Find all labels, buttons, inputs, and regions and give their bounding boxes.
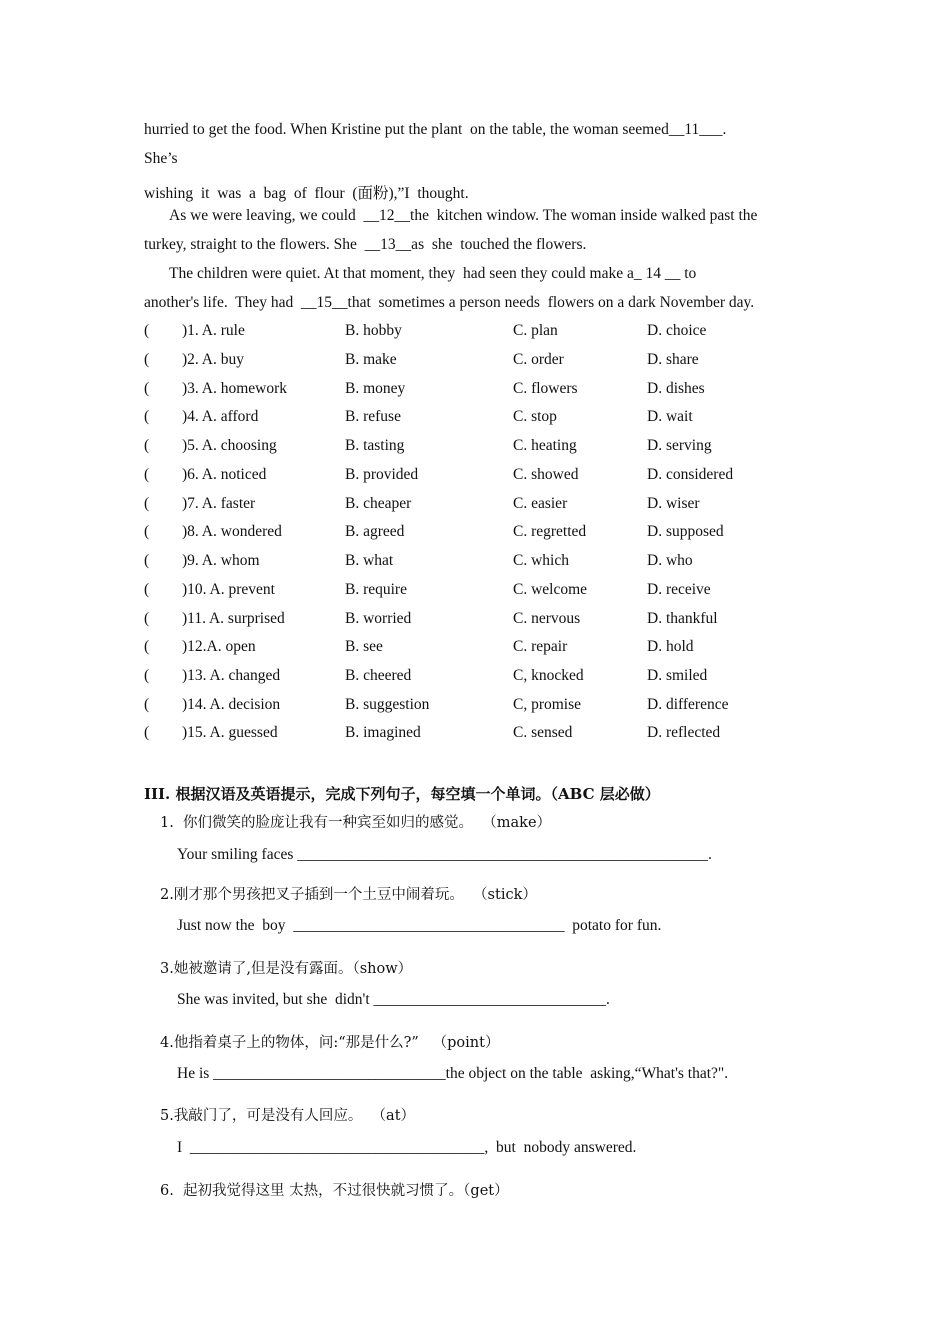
- passage-line-4: As we were leaving, we could __12__the kitchen window. The woman inside walked past the: [169, 207, 758, 224]
- option-b: B. see: [345, 638, 383, 655]
- choice-row-7: [144, 495, 844, 515]
- answer-paren[interactable]: (: [144, 638, 150, 655]
- option-b: B. tasting: [345, 437, 405, 454]
- option-d: D. difference: [647, 696, 729, 713]
- choice-row-12: [144, 638, 844, 658]
- option-d: D. who: [647, 552, 693, 569]
- option-c: C. easier: [513, 495, 568, 512]
- prompt-3-answer[interactable]: She was invited, but she didn't ______________________________.: [177, 991, 610, 1008]
- option-c: C. welcome: [513, 581, 588, 598]
- prompt-4-chinese: 4.他指着桌子上的物体，问:“那是什么?” （point）: [160, 1035, 500, 1051]
- answer-paren[interactable]: (: [144, 466, 150, 483]
- prompt-6-chinese: 6. 起初我觉得这里 太热，不过很快就习惯了。（get）: [160, 1183, 509, 1199]
- answer-paren[interactable]: (: [144, 696, 150, 713]
- option-c: C. order: [513, 351, 564, 368]
- option-d: D. hold: [647, 638, 694, 655]
- prompt-2-chinese: 2.刚才那个男孩把叉子插到一个土豆中闹着玩。 （stick）: [160, 887, 537, 903]
- option-d: D. thankful: [647, 610, 718, 627]
- choice-row-3: [144, 380, 844, 400]
- option-c: C, promise: [513, 696, 582, 713]
- option-c: C. which: [513, 552, 569, 569]
- prompt-5-answer[interactable]: I ______________________________________, but nobody answered.: [177, 1139, 637, 1156]
- option-a: )11. A. surprised: [182, 610, 285, 627]
- option-d: D. receive: [647, 581, 711, 598]
- option-d: D. choice: [647, 322, 707, 339]
- option-a: )9. A. whom: [182, 552, 260, 569]
- option-d: D. supposed: [647, 523, 724, 540]
- passage-line-5: turkey, straight to the flowers. She __13__as she touched the flowers.: [144, 236, 587, 253]
- option-a: )14. A. decision: [182, 696, 281, 713]
- option-c: C. showed: [513, 466, 579, 483]
- answer-paren[interactable]: (: [144, 495, 150, 512]
- choice-row-15: [144, 724, 844, 744]
- choice-row-6: [144, 466, 844, 486]
- choice-row-10: [144, 581, 844, 601]
- answer-paren[interactable]: (: [144, 610, 150, 627]
- prompt-5-chinese: 5.我敲门了，可是没有人回应。 （at）: [160, 1108, 416, 1124]
- option-c: C. stop: [513, 408, 557, 425]
- passage-line-6: The children were quiet. At that moment, they had seen they could make a_ 14 __ to: [169, 265, 697, 282]
- option-a: )6. A. noticed: [182, 466, 267, 483]
- passage-line-7: another's life. They had __15__that sometimes a person needs flowers on a dark November day.: [144, 294, 755, 311]
- option-d: D. reflected: [647, 724, 721, 741]
- choice-row-1: [144, 322, 844, 342]
- answer-paren[interactable]: (: [144, 667, 150, 684]
- option-b: B. what: [345, 552, 394, 569]
- option-c: C. nervous: [513, 610, 581, 627]
- choice-row-5: [144, 437, 844, 457]
- answer-paren[interactable]: (: [144, 552, 150, 569]
- answer-paren[interactable]: (: [144, 724, 150, 741]
- option-a: )15. A. guessed: [182, 724, 278, 741]
- passage-line-3: wishing it was a bag of flour (面粉),”I thought.: [144, 185, 469, 202]
- option-d: D. share: [647, 351, 699, 368]
- answer-paren[interactable]: (: [144, 581, 150, 598]
- prompt-2-answer[interactable]: Just now the boy ___________________________________ potato for fun.: [177, 917, 662, 934]
- option-b: B. cheered: [345, 667, 412, 684]
- option-b: B. imagined: [345, 724, 421, 741]
- option-c: C. regretted: [513, 523, 587, 540]
- option-b: B. money: [345, 380, 406, 397]
- option-a: )13. A. changed: [182, 667, 281, 684]
- option-b: B. worried: [345, 610, 412, 627]
- option-b: B. provided: [345, 466, 419, 483]
- answer-paren[interactable]: (: [144, 408, 150, 425]
- option-d: D. wiser: [647, 495, 700, 512]
- option-d: D. dishes: [647, 380, 705, 397]
- section-heading: III. 根据汉语及英语提示，完成下列句子，每空填一个单词。（ABC 层必做）: [144, 785, 660, 803]
- choice-row-13: [144, 667, 844, 687]
- answer-paren[interactable]: (: [144, 437, 150, 454]
- option-b: B. require: [345, 581, 407, 598]
- answer-paren[interactable]: (: [144, 523, 150, 540]
- option-c: C. sensed: [513, 724, 573, 741]
- option-d: D. wait: [647, 408, 693, 425]
- answer-paren[interactable]: (: [144, 351, 150, 368]
- choice-row-2: [144, 351, 844, 371]
- answer-paren[interactable]: (: [144, 380, 150, 397]
- choice-row-4: [144, 408, 844, 428]
- option-b: B. agreed: [345, 523, 405, 540]
- option-a: )7. A. faster: [182, 495, 256, 512]
- prompt-1-answer[interactable]: Your smiling faces _____________________________________________________.: [177, 846, 712, 863]
- option-c: C. plan: [513, 322, 558, 339]
- option-a: )2. A. buy: [182, 351, 244, 368]
- option-a: )12.A. open: [182, 638, 256, 655]
- option-a: )5. A. choosing: [182, 437, 277, 454]
- option-b: B. cheaper: [345, 495, 412, 512]
- choice-row-8: [144, 523, 844, 543]
- choice-row-11: [144, 610, 844, 630]
- option-d: D. serving: [647, 437, 712, 454]
- option-d: D. considered: [647, 466, 734, 483]
- prompt-4-answer[interactable]: He is ______________________________the object on the table asking,“What's that?".: [177, 1065, 729, 1082]
- option-a: )1. A. rule: [182, 322, 245, 339]
- option-b: B. make: [345, 351, 397, 368]
- option-d: D. smiled: [647, 667, 708, 684]
- option-b: B. suggestion: [345, 696, 430, 713]
- option-b: B. hobby: [345, 322, 402, 339]
- option-c: C. repair: [513, 638, 568, 655]
- passage-line-1: hurried to get the food. When Kristine put the plant on the table, the woman seemed__11___.: [144, 121, 727, 138]
- option-c: C, knocked: [513, 667, 584, 684]
- prompt-1-chinese: 1. 你们微笑的脸庞让我有一种宾至如归的感觉。 （make）: [160, 815, 552, 831]
- option-a: )8. A. wondered: [182, 523, 282, 540]
- passage-line-2: She’s: [144, 150, 178, 167]
- option-c: C. heating: [513, 437, 577, 454]
- option-a: )3. A. homework: [182, 380, 288, 397]
- choice-row-14: [144, 696, 844, 716]
- answer-paren[interactable]: (: [144, 322, 150, 339]
- option-b: B. refuse: [345, 408, 401, 425]
- prompt-3-chinese: 3.她被邀请了,但是没有露面。（show）: [160, 961, 413, 977]
- choice-row-9: [144, 552, 844, 572]
- option-a: )4. A. afford: [182, 408, 259, 425]
- option-c: C. flowers: [513, 380, 578, 397]
- option-a: )10. A. prevent: [182, 581, 275, 598]
